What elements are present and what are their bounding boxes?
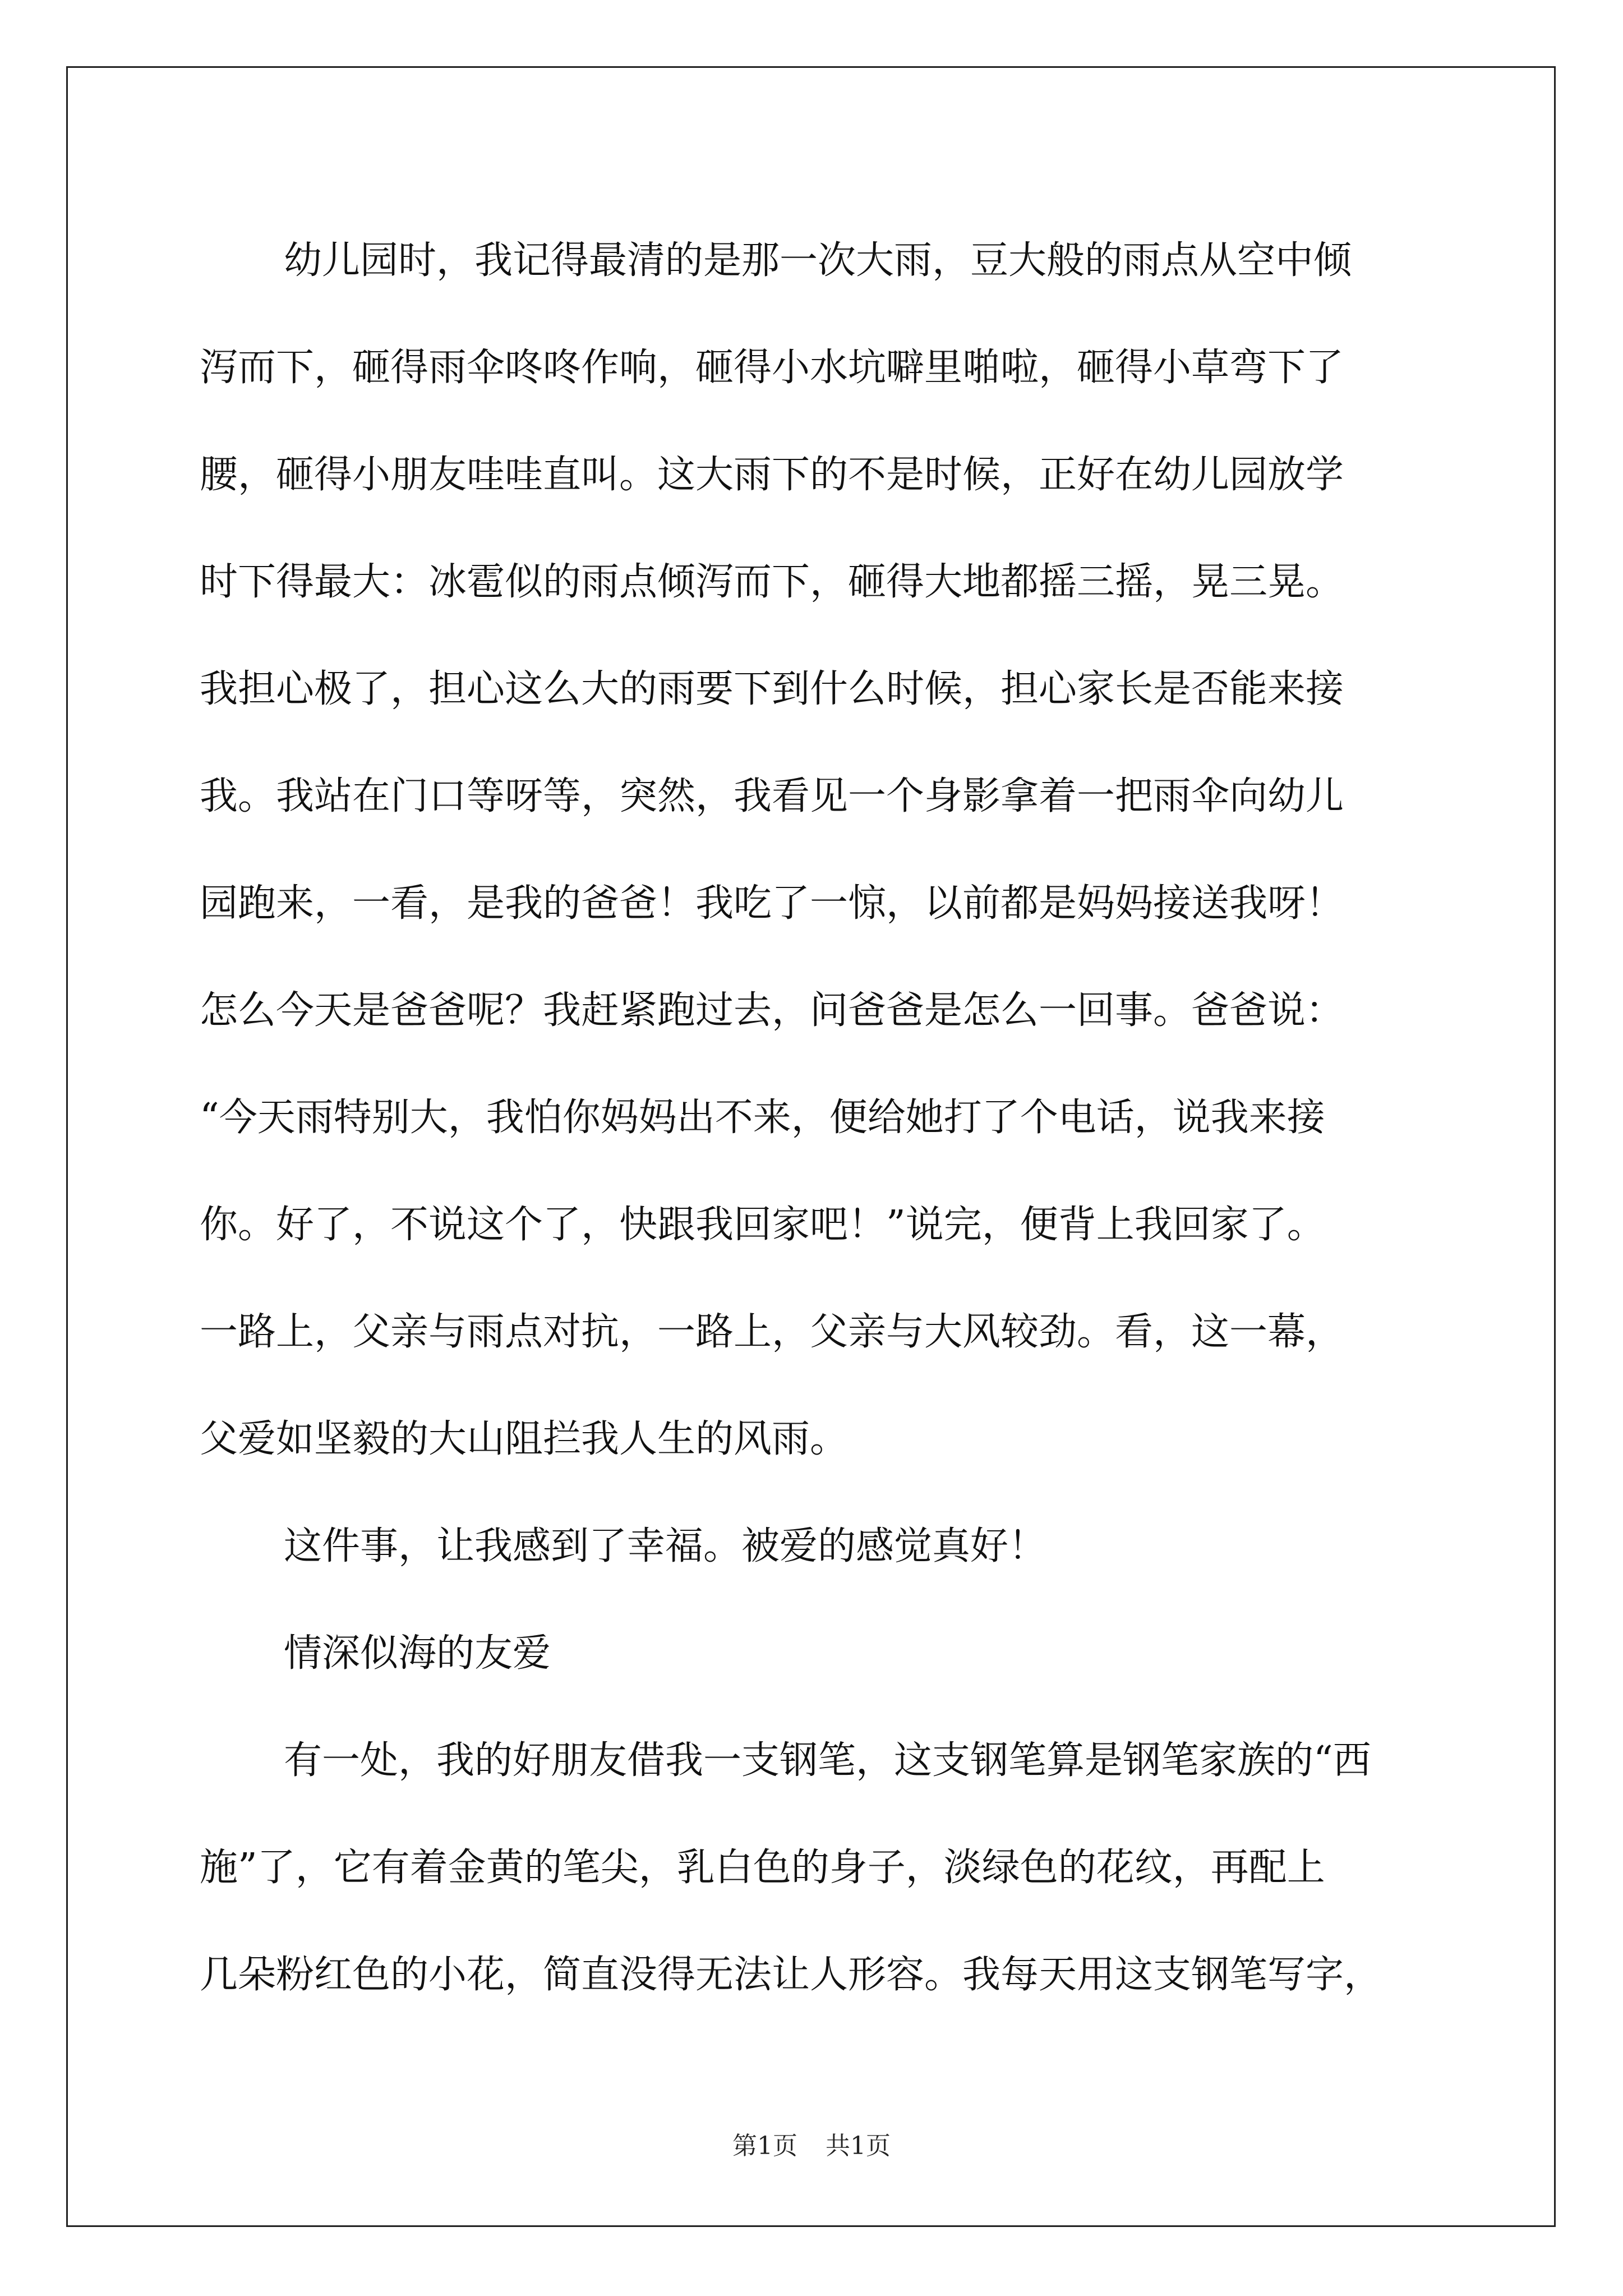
paragraph-line: 父爱如坚毅的大山阻拦我人生的风雨。 — [200, 1417, 849, 1461]
paragraph-line: 腰，砸得小朋友哇哇直叫。这大雨下的不是时候，正好在幼儿园放学 — [200, 453, 1344, 497]
document-body — [200, 207, 1429, 2002]
paragraph-line: 幼儿园时，我记得最清的是那一次大雨，豆大般的雨点从空中倾 — [284, 238, 1352, 283]
page-footer — [0, 2129, 1623, 2163]
paragraph-line: 施”了，它有着金黄的笔尖，乳白色的身子，淡绿色的花纹，再配上 — [200, 1846, 1325, 1890]
paragraph-line: 有一处，我的好朋友借我一支钢笔，这支钢笔算是钢笔家族的“西 — [284, 1738, 1371, 1783]
section-heading: 情深似海的友爱 — [284, 1631, 551, 1676]
paragraph-line: 园跑来，一看，是我的爸爸！我吃了一惊，以前都是妈妈接送我呀！ — [200, 881, 1344, 926]
paragraph-line: 你。好了，不说这个了，快跟我回家吧！”说完，便背上我回家了。 — [200, 1203, 1325, 1247]
paragraph-line: 我。我站在门口等呀等，突然，我看见一个身影拿着一把雨伞向幼儿 — [200, 774, 1344, 818]
paragraph-line: 泻而下，砸得雨伞咚咚作响，砸得小水坑噼里啪啦，砸得小草弯下了 — [200, 346, 1344, 390]
paragraph-line: 这件事，让我感到了幸福。被爱的感觉真好！ — [284, 1524, 1047, 1568]
paragraph-line: 时下得最大：冰雹似的雨点倾泻而下，砸得大地都摇三摇，晃三晃。 — [200, 560, 1344, 604]
page-number: 第1页 — [732, 2132, 797, 2160]
paragraph-line: 一路上，父亲与雨点对抗，一路上，父亲与大风较劲。看，这一幕， — [200, 1310, 1344, 1354]
page-total: 共1页 — [826, 2132, 891, 2160]
paragraph-line: 几朵粉红色的小花，简直没得无法让人形容。我每天用这支钢笔写字， — [200, 1953, 1382, 1997]
paragraph-line: 我担心极了，担心这么大的雨要下到什么时候，担心家长是否能来接 — [200, 667, 1344, 711]
paragraph-line: “今天雨特别大，我怕你妈妈出不来，便给她打了个电话，说我来接 — [200, 1096, 1325, 1140]
paragraph-line: 怎么今天是爸爸呢？我赶紧跑过去，问爸爸是怎么一回事。爸爸说： — [200, 988, 1344, 1033]
